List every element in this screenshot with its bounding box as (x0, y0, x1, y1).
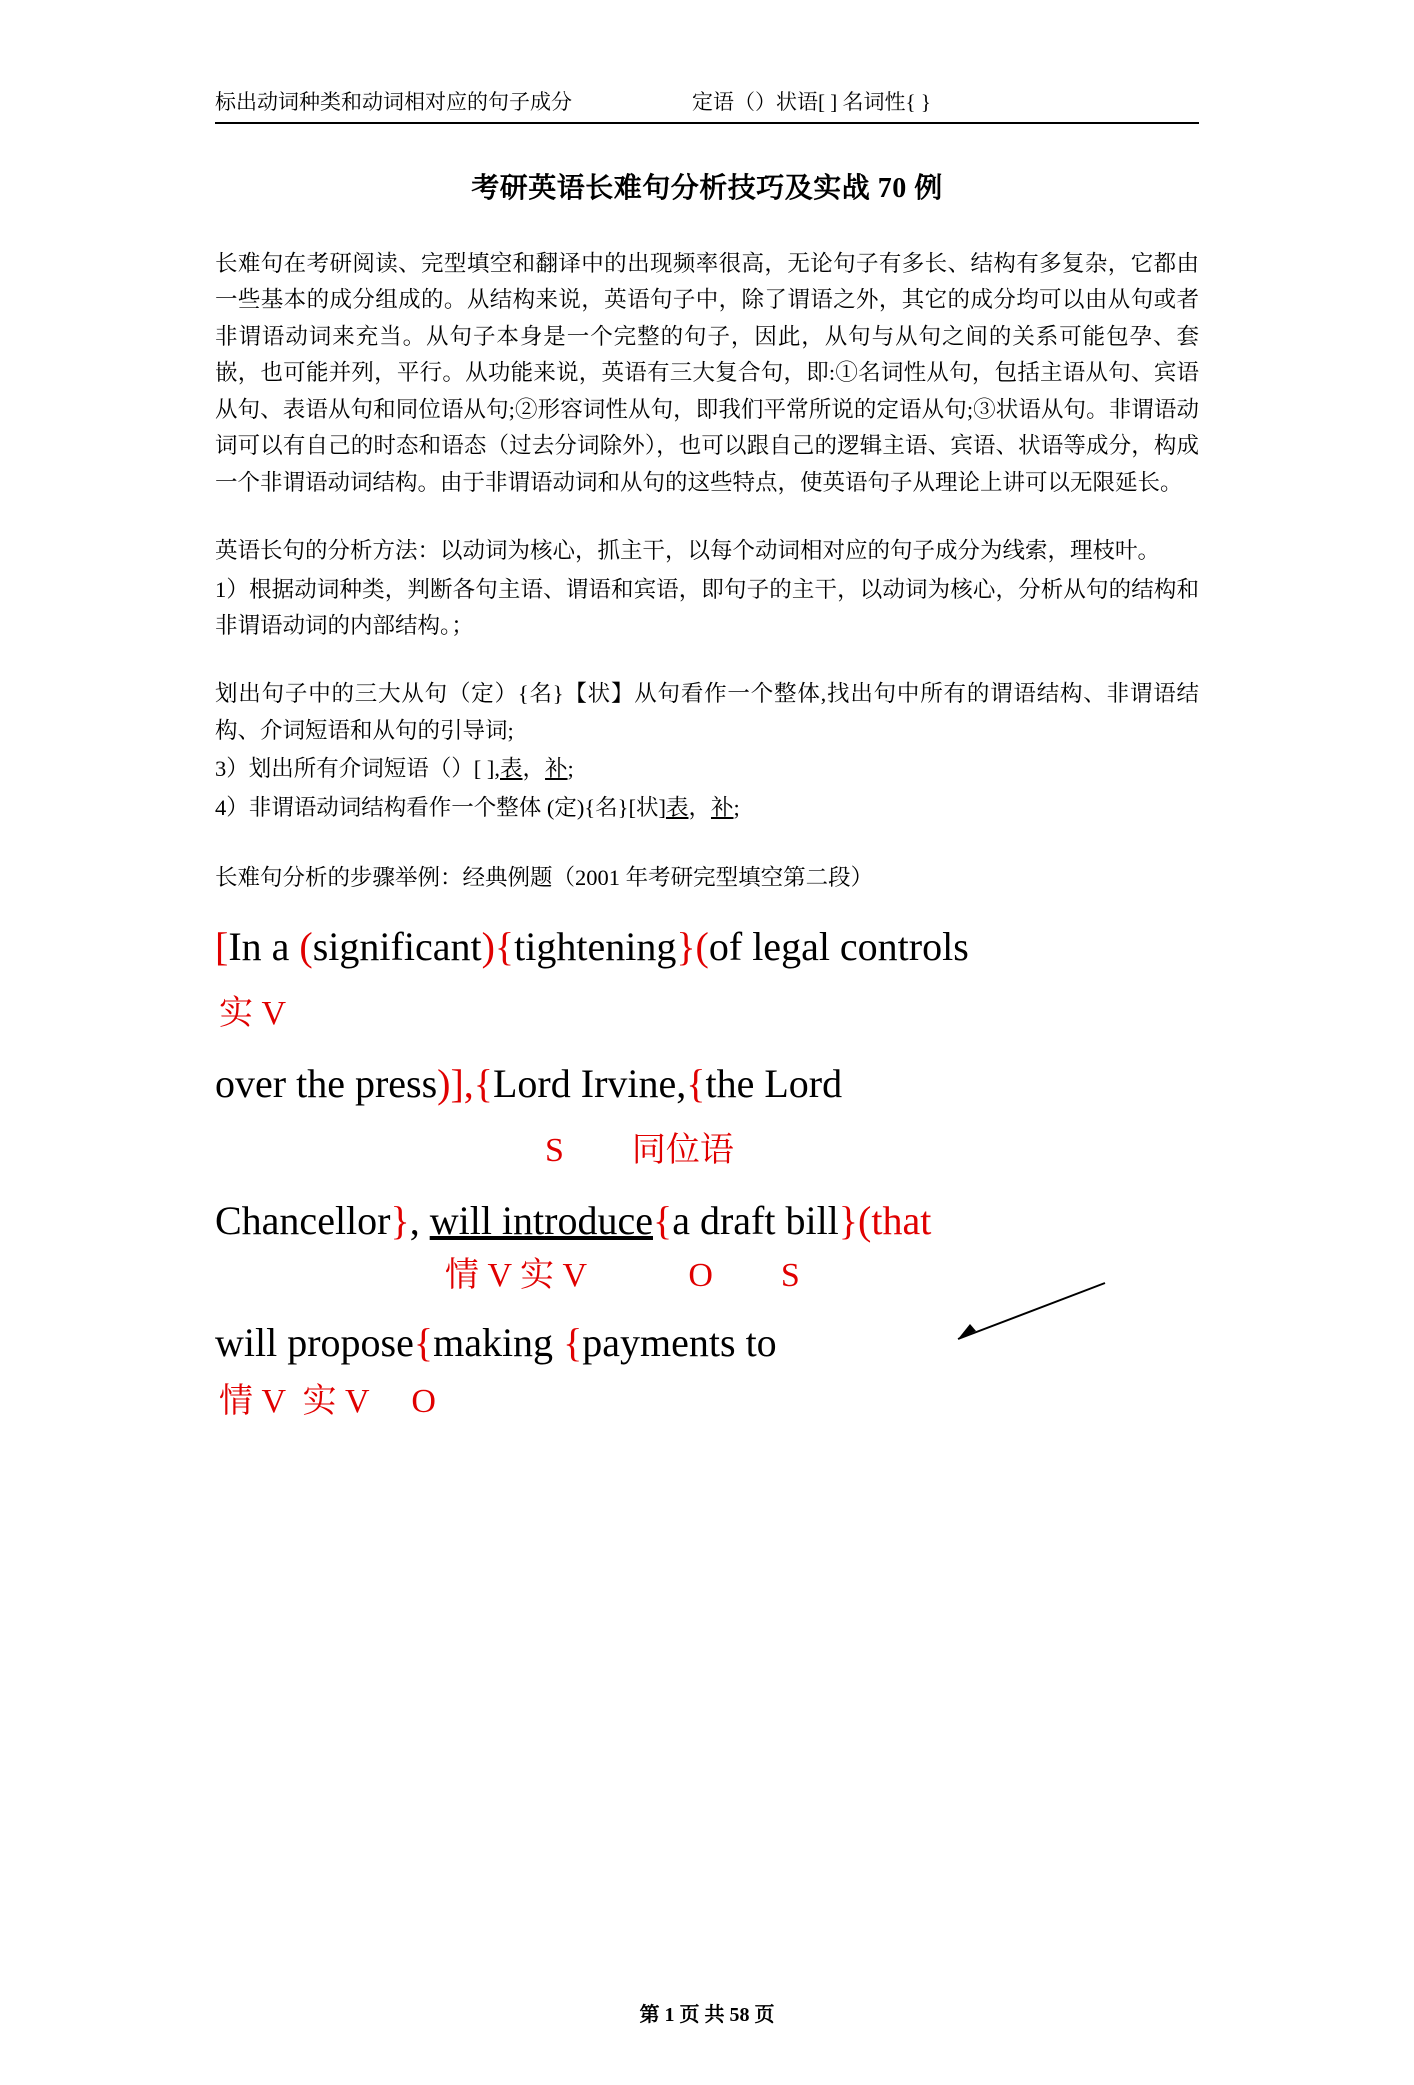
step4-end: ; (733, 794, 740, 820)
analysis-token-8: ( (695, 923, 709, 969)
analysis-token-1: } (390, 1198, 410, 1244)
analysis-line-3 (215, 1199, 1199, 1243)
step3-underline-2: 补 (545, 756, 568, 782)
page-title: 考研英语长难句分析技巧及实战 70 例 (471, 173, 943, 204)
analysis-token-7: ( (858, 1198, 872, 1244)
analysis-token-8: that (871, 1198, 932, 1244)
analysis-token-6: } (838, 1198, 858, 1244)
paragraph-step-1: 1）根据动词种类，判断各句主语、谓语和宾语，即句子的主干，以动词为核心，分析从句的结构和非谓语动词的内部结构。； (215, 576, 1199, 638)
analysis-line-1 (215, 925, 1199, 969)
document-page (0, 86, 1414, 2085)
analysis-token-3: Lord Irvine, (493, 1060, 687, 1106)
analysis-marks-1: 实 V (219, 994, 287, 1032)
analysis-marks-4: 情 V 实 V O (219, 1382, 436, 1420)
analysis-token-0: [ (215, 923, 229, 969)
analysis-marks-3: 情 V 实 V O S (445, 1257, 800, 1295)
step4-pre: 4）非谓语动词结构看作一个整体 (定){名}[状] (215, 794, 666, 820)
analysis-token-9: of legal controls (708, 923, 969, 969)
analysis-token-0: Chancellor (215, 1198, 391, 1244)
analysis-token-0: over the press (215, 1060, 438, 1106)
analysis-token-7: } (676, 923, 696, 969)
analysis-token-1: { (413, 1319, 434, 1365)
analysis-token-2: ( (299, 923, 313, 969)
analysis-token-5: the Lord (705, 1060, 843, 1106)
step4-underline-1: 表 (665, 794, 689, 820)
step4-underline-2: 补 (710, 794, 734, 820)
analysis-line-2 (215, 1062, 1199, 1106)
step4-mid: ， (688, 794, 711, 820)
analysis-token-1: In a (228, 923, 300, 969)
paragraph-method: 英语长句的分析方法：以动词为核心，抓主干，以每个动词相对应的句子成分为线索，理枝叶。 (215, 538, 1161, 564)
paragraph-example-label: 长难句分析的步骤举例：经典例题（2001 年考研完型填空第二段） (215, 865, 874, 891)
step3-end: ; (567, 756, 574, 782)
analysis-token-3: will introduce (429, 1198, 653, 1244)
analysis-token-4: { (652, 1198, 673, 1244)
analysis-token-1: )], (437, 1060, 474, 1106)
analysis-token-2: , (409, 1198, 430, 1244)
page-footer: 第 1 页 共 58 页 (639, 2004, 775, 2026)
analysis-token-3: { (563, 1319, 583, 1365)
analysis-token-4: ) (481, 923, 495, 969)
analysis-token-2: { (473, 1060, 493, 1106)
analysis-token-0: will propose (215, 1319, 414, 1365)
analysis-token-5: a draft bill (672, 1198, 839, 1244)
document-body (215, 246, 1199, 897)
paragraph-step-3 (215, 751, 1199, 787)
sentence-analysis-block (215, 925, 1199, 1421)
paragraph-divide: 划出句子中的三大从句（定）{名}【状】从句看作一个整体,找出句中所有的谓语结构、非谓语结构、介词短语和从句的引导词; (215, 681, 1199, 743)
analysis-token-5: { (494, 923, 515, 969)
step3-mid: ， (522, 756, 546, 782)
analysis-token-4: { (686, 1060, 706, 1106)
analysis-token-2: making (433, 1319, 564, 1365)
analysis-token-4: payments to (582, 1319, 777, 1365)
step3-underline-1: 表 (500, 756, 523, 782)
header-left-text: 标出动词种类和动词相对应的句子成分 (215, 90, 572, 114)
header-right-text: 定语（）状语[ ] 名词性{ } (692, 90, 931, 114)
page-header (215, 86, 1199, 124)
paragraph-intro: 长难句在考研阅读、完型填空和翻译中的出现频率很高，无论句子有多长、结构有多复杂，它都由一些基本的成分组成的。从结构来说，英语句子中，除了谓语之外，其它的成分均可以由从句或者非谓语动词来充当。从句子本身是一个完整的句子，因此，从句与从句之间的关系可能包孕、套嵌，也可能并列，平行。从功能来说，英语有三大复合句，即:①名词性从句，包括主语从句、宾语从句、表语从句和同位语从句;②形容词性从句，即我们平常所说的定语从句;③状语从句。非谓语动词可以有自己的时态和语态（过去分词除外），也可以跟自己的逻辑主语、宾语、状语等成分，构成一个非谓语动词结构。由于非谓语动词和从句的这些特点，使英语句子从理论上讲可以无限延长。 (215, 251, 1199, 495)
paragraph-step-4 (215, 790, 1199, 826)
analysis-token-3: significant (312, 923, 482, 969)
analysis-marks-2: S 同位语 (545, 1131, 734, 1169)
analysis-line-4 (215, 1321, 1199, 1365)
analysis-token-6: tightening (514, 923, 677, 969)
step3-pre: 3）划出所有介词短语（）[ ], (215, 756, 500, 782)
